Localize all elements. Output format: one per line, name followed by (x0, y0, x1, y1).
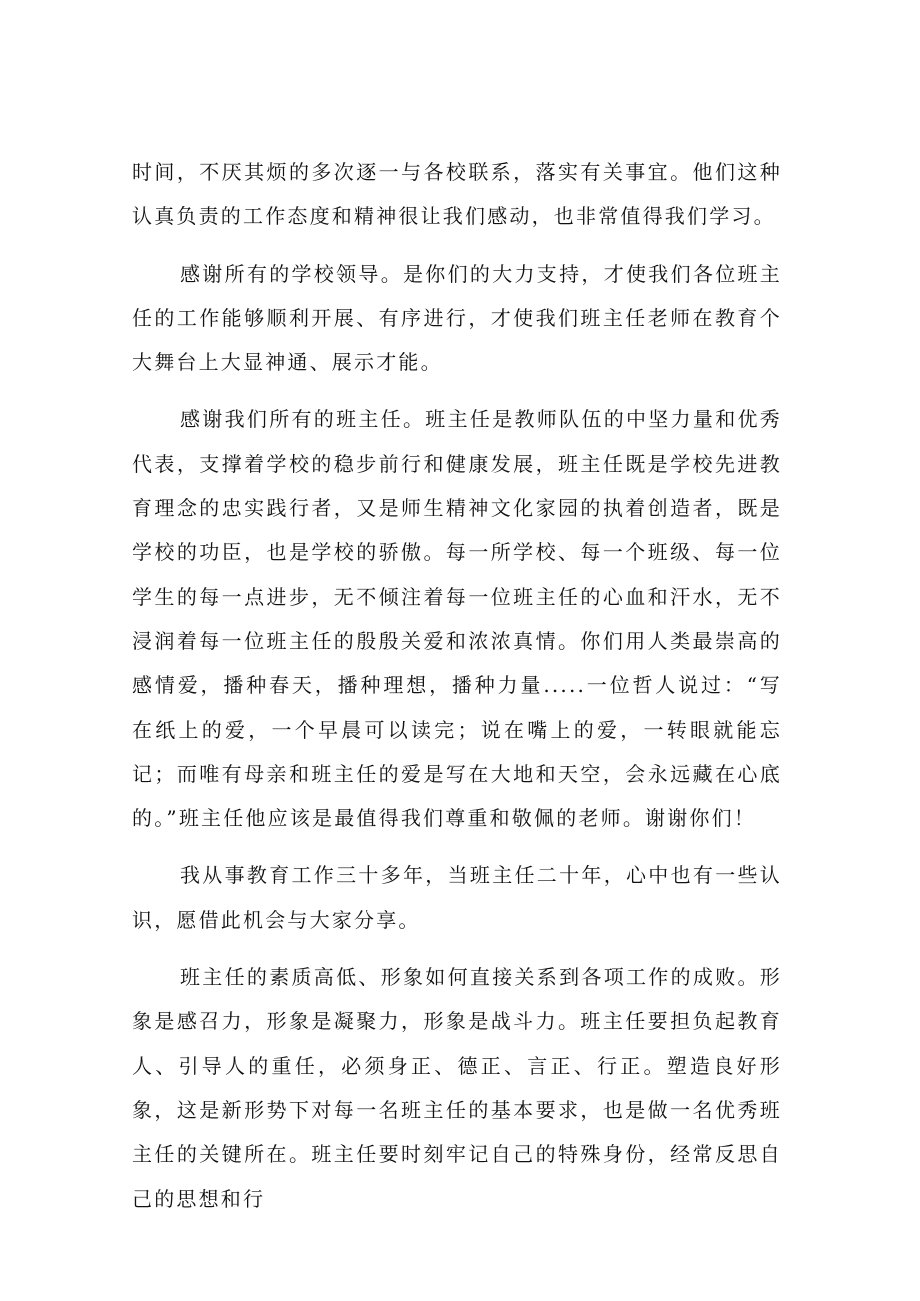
paragraph-thanks-school-leaders: 感谢所有的学校领导。是你们的大力支持，才使我们各位班主任的工作能够顺利开展、有序进行，才使我们班主任老师在教育个大舞台上大显神通、展示才能。 (132, 261, 782, 375)
document-body (132, 150, 782, 1234)
paragraph-continuation: 时间，不厌其烦的多次逐一与各校联系，落实有关事宜。他们这种认真负责的工作态度和精神很让我们感动，也非常值得我们学习。 (132, 160, 782, 229)
paragraph-thanks-head-teachers: 感谢我们所有的班主任。班主任是教师队伍的中坚力量和优秀代表，支撑着学校的稳步前行和健康发展，班主任既是学校先进教育理念的忠实践行者，又是师生精神文化家园的执着创造者，既是学校的功臣，也是学校的骄傲。每一所学校、每一个班级、每一位学生的每一点进步，无不倾注着每一位班主任的心血和汗水，无不浸润着每一位班主任的殷殷关爱和浓浓真情。你们用人类最崇高的感情爱，播种春天，播种理想，播种力量.....一位哲人说过：“写在纸上的爱，一个早晨可以读完；说在嘴上的爱，一转眼就能忘记；而唯有母亲和班主任的爱是写在大地和天空，会永远藏在心底的。”班主任他应该是最值得我们尊重和敬佩的老师。谢谢你们！ (132, 407, 782, 831)
paragraph-teacher-image: 班主任的素质高低、形象如何直接关系到各项工作的成败。形象是感召力，形象是凝聚力，形象是战斗力。班主任要担负起教育人、引导人的重任，必须身正、德正、言正、行正。塑造良好形象，这是新形势下对每一名班主任的基本要求，也是做一名优秀班主任的关键所在。班主任要时刻牢记自己的特殊身份，经常反思自己的思想和行 (132, 965, 782, 1211)
paragraph-personal-experience: 我从事教育工作三十多年，当班主任二十年，心中也有一些认识，愿借此机会与大家分享。 (132, 863, 782, 932)
